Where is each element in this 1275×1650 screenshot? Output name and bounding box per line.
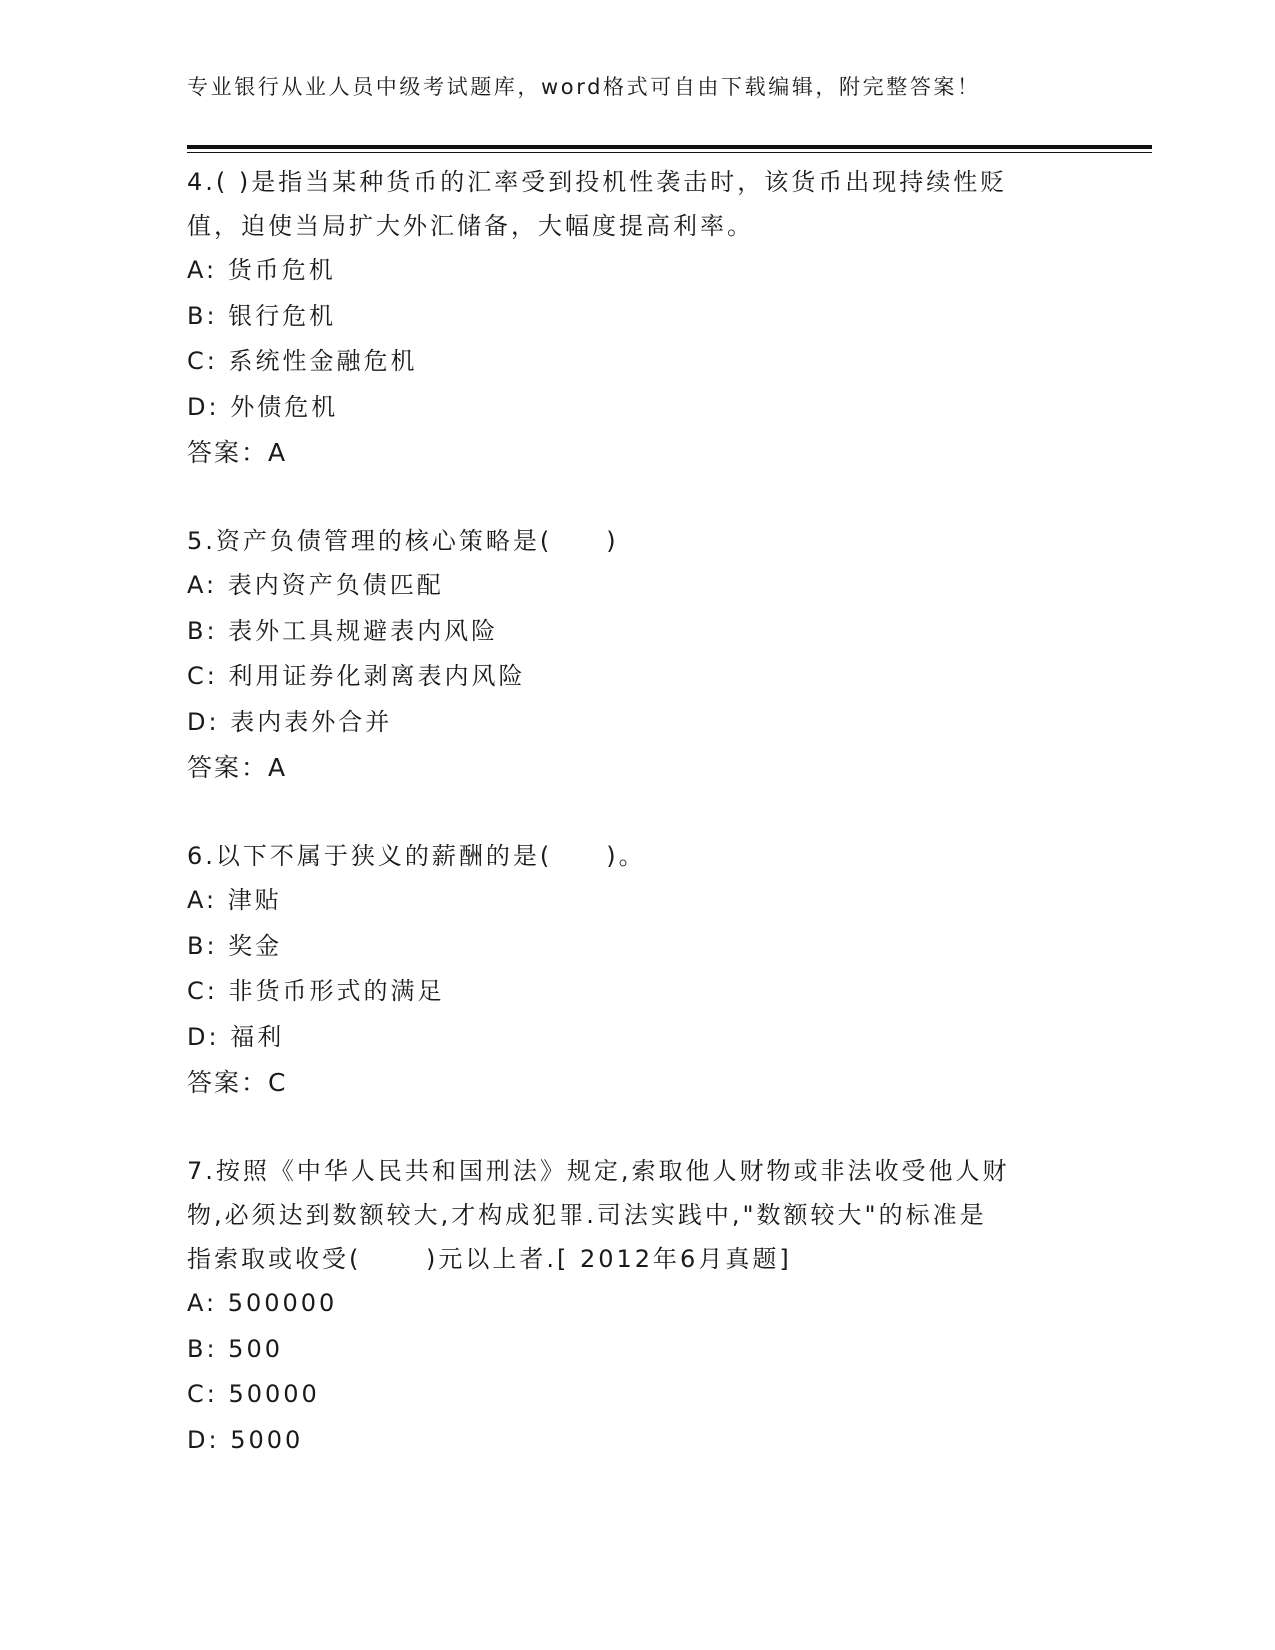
- question-7-option-b: B: 500: [187, 1334, 283, 1363]
- question-7-stem-line-3: 指索取或收受( )元以上者.[ 2012年6月真题]: [187, 1245, 792, 1273]
- question-5-option-c: C: 利用证券化剥离表内风险: [187, 662, 526, 690]
- question-6-answer: 答案：C: [187, 1068, 288, 1097]
- question-7-option-a: A: 500000: [187, 1289, 338, 1317]
- spacer: [187, 475, 1127, 519]
- question-6-stem-line-1: 6.以下不属于狭义的薪酬的是( )。: [187, 842, 646, 870]
- question-7: [187, 1149, 1127, 1463]
- question-5-answer: 答案：A: [187, 753, 288, 782]
- question-6-option-a: A: 津贴: [187, 886, 282, 914]
- question-4-option-d: D: 外债危机: [187, 392, 339, 421]
- question-4-answer: 答案：A: [187, 438, 288, 467]
- question-6: [187, 834, 1127, 1105]
- question-4-stem-line-2: 值，迫使当局扩大外汇储备，大幅度提高利率。: [187, 212, 754, 240]
- question-5-option-b: B: 表外工具规避表内风险: [187, 616, 499, 645]
- question-6-option-c: C: 非货币形式的满足: [187, 977, 445, 1005]
- question-4: [187, 160, 1127, 475]
- spacer: [187, 790, 1127, 834]
- question-4-option-a: A: 货币危机: [187, 256, 336, 284]
- question-6-option-b: B: 奖金: [187, 931, 283, 960]
- header-rule-thick: [187, 145, 1152, 149]
- question-4-option-c: C: 系统性金融危机: [187, 347, 418, 375]
- question-6-option-d: D: 福利: [187, 1022, 285, 1051]
- question-5-stem-line-1: 5.资产负债管理的核心策略是( ): [187, 527, 619, 555]
- question-5: [187, 519, 1127, 790]
- question-5-option-d: D: 表内表外合并: [187, 707, 393, 736]
- spacer: [187, 1105, 1127, 1149]
- question-7-option-d: D: 5000: [187, 1425, 304, 1454]
- page-header: 专业银行从业人员中级考试题库，word格式可自由下载编辑，附完整答案！: [187, 75, 981, 99]
- question-5-option-a: A: 表内资产负债匹配: [187, 571, 444, 599]
- question-4-option-b: B: 银行危机: [187, 301, 337, 330]
- question-7-option-c: C: 50000: [187, 1380, 320, 1408]
- header-rule-thin: [187, 152, 1152, 153]
- question-list: [187, 160, 1127, 1463]
- question-7-stem-line-2: 物,必须达到数额较大,才构成犯罪.司法实践中,"数额较大"的标准是: [187, 1201, 987, 1229]
- question-4-stem-line-1: 4.( )是指当某种货币的汇率受到投机性袭击时，该货币出现持续性贬: [187, 168, 1008, 196]
- question-7-stem-line-1: 7.按照《中华人民共和国刑法》规定,索取他人财物或非法收受他人财: [187, 1157, 1010, 1185]
